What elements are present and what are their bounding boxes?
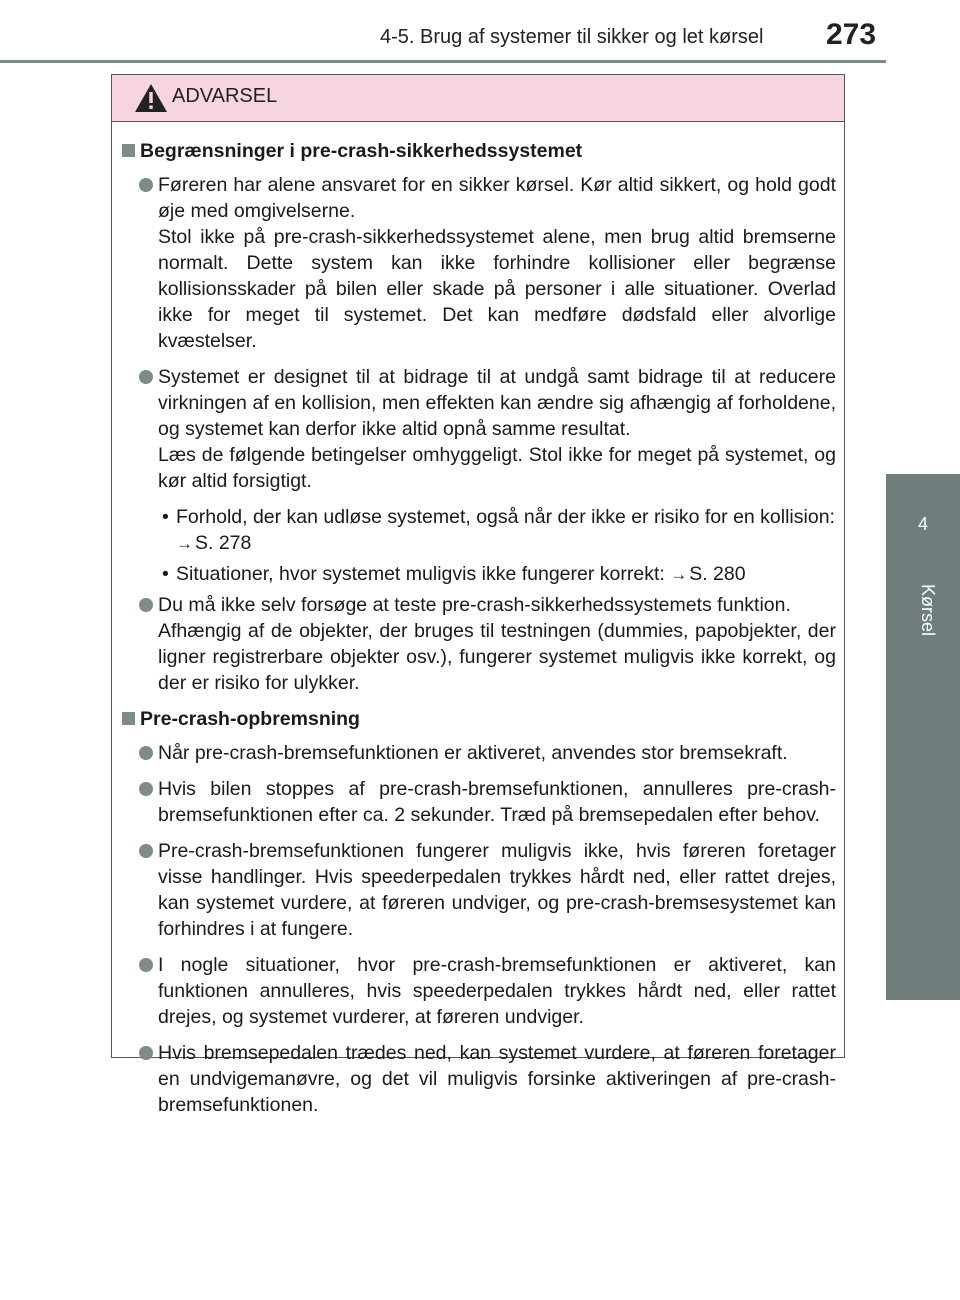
header-title: 4-5. Brug af systemer til sikker og let kørsel <box>380 26 764 48</box>
page-reference-link[interactable]: S. 278 <box>195 532 252 554</box>
warning-header <box>112 75 844 122</box>
bullet-paragraph: Når pre-crash-bremsefunktionen er aktiveret, anvendes stor bremsekraft. <box>158 742 788 764</box>
sub-item-text: Situationer, hvor systemet muligvis ikke fungerer korrekt: <box>176 563 665 585</box>
side-tab <box>886 474 960 1000</box>
page-reference-link[interactable]: S. 280 <box>689 563 746 585</box>
bullet-item <box>122 776 836 828</box>
sub-list-item <box>122 504 836 557</box>
bullet-paragraph: Læs de følgende betingelser omhyggeligt. Stol ikke for meget på systemet, og kør altid forsigtigt. <box>158 444 836 492</box>
bullet-item <box>122 838 836 942</box>
bullet-paragraph: Du må ikke selv forsøge at teste pre-crash-sikkerhedssystemets funktion. <box>158 594 791 616</box>
section-title: Pre-crash-opbremsning <box>122 706 836 732</box>
bullet-item <box>122 172 836 354</box>
warning-triangle-icon <box>134 83 168 113</box>
section-title: Begrænsninger i pre-crash-sikkerhedssystemet <box>122 138 836 164</box>
header-rule <box>0 60 886 63</box>
sub-item-text: Forhold, der kan udløse systemet, også når der ikke er risiko for en kollision: <box>176 506 835 528</box>
warning-box <box>111 74 845 1116</box>
bullet-paragraph: Føreren har alene ansvaret for en sikker kørsel. Kør altid sikkert, og hold godt øje med omgivelserne. <box>158 174 836 222</box>
bullet-paragraph: Hvis bremsepedalen trædes ned, kan systemet vurdere, at føreren foretager en undvigemanøvre, og det vil muligvis forsinke aktiveringen af pre-crash-bremsefunktionen. <box>158 1042 836 1116</box>
bullet-item <box>122 1040 836 1118</box>
bullet-item <box>122 952 836 1030</box>
warning-content <box>112 122 844 1118</box>
bullet-paragraph: Afhængig af de objekter, der bruges til testningen (dummies, papobjekter, der ligner registrerbare objekter osv.), fungerer systemet muligvis ikke korrekt, og der er risiko for ulykker. <box>158 620 836 694</box>
bullet-paragraph: Stol ikke på pre-crash-sikkerhedssystemet alene, men brug altid bremserne normalt. Dette system kan ikke forhindre kollisioner eller begrænse kollisionsskader på bilen eller skade på personer i alle situationer. Overlad ikke for meget til systemet. Det kan medføre dødsfald eller alvorlige kvæstelser. <box>158 226 836 352</box>
bullet-paragraph: Pre-crash-bremsefunktionen fungerer muligvis ikke, hvis føreren foretager visse handlinger. Hvis speederpedalen trykkes hårdt ned, eller rattet drejes, kan systemet vurdere, at føreren undviger, og pre-crash-bremsesystemet kan forhindres i at fungere. <box>158 840 836 940</box>
bullet-paragraph: Systemet er designet til at bidrage til at undgå samt bidrage til at reducere virkningen af en kollision, men effekten kan ændre sig afhængig af forholdene, og systemet kan derfor ikke altid opnå samme resultat. <box>158 366 836 440</box>
warning-label: ADVARSEL <box>172 85 278 107</box>
page-number: 273 <box>826 18 877 51</box>
arrow-right-icon: → <box>670 565 688 584</box>
side-tab-number: 4 <box>917 514 928 534</box>
sub-list-item <box>122 561 836 588</box>
bullet-paragraph: Hvis bilen stoppes af pre-crash-bremsefunktionen, annulleres pre-crash-bremsefunktionen efter ca. 2 sekunder. Træd på bremsepedalen efter behov. <box>158 778 836 826</box>
bullet-item <box>122 592 836 696</box>
bullet-item <box>122 740 836 766</box>
side-tab-label: Kørsel <box>918 584 938 637</box>
bullet-paragraph: I nogle situationer, hvor pre-crash-bremsefunktionen er aktiveret, kan funktionen annulleres, hvis speederpedalen trykkes hårdt ned, eller rattet drejes, og systemet vurderer, at føreren undviger. <box>158 954 836 1028</box>
arrow-right-icon: → <box>176 534 193 553</box>
bullet-item <box>122 364 836 494</box>
